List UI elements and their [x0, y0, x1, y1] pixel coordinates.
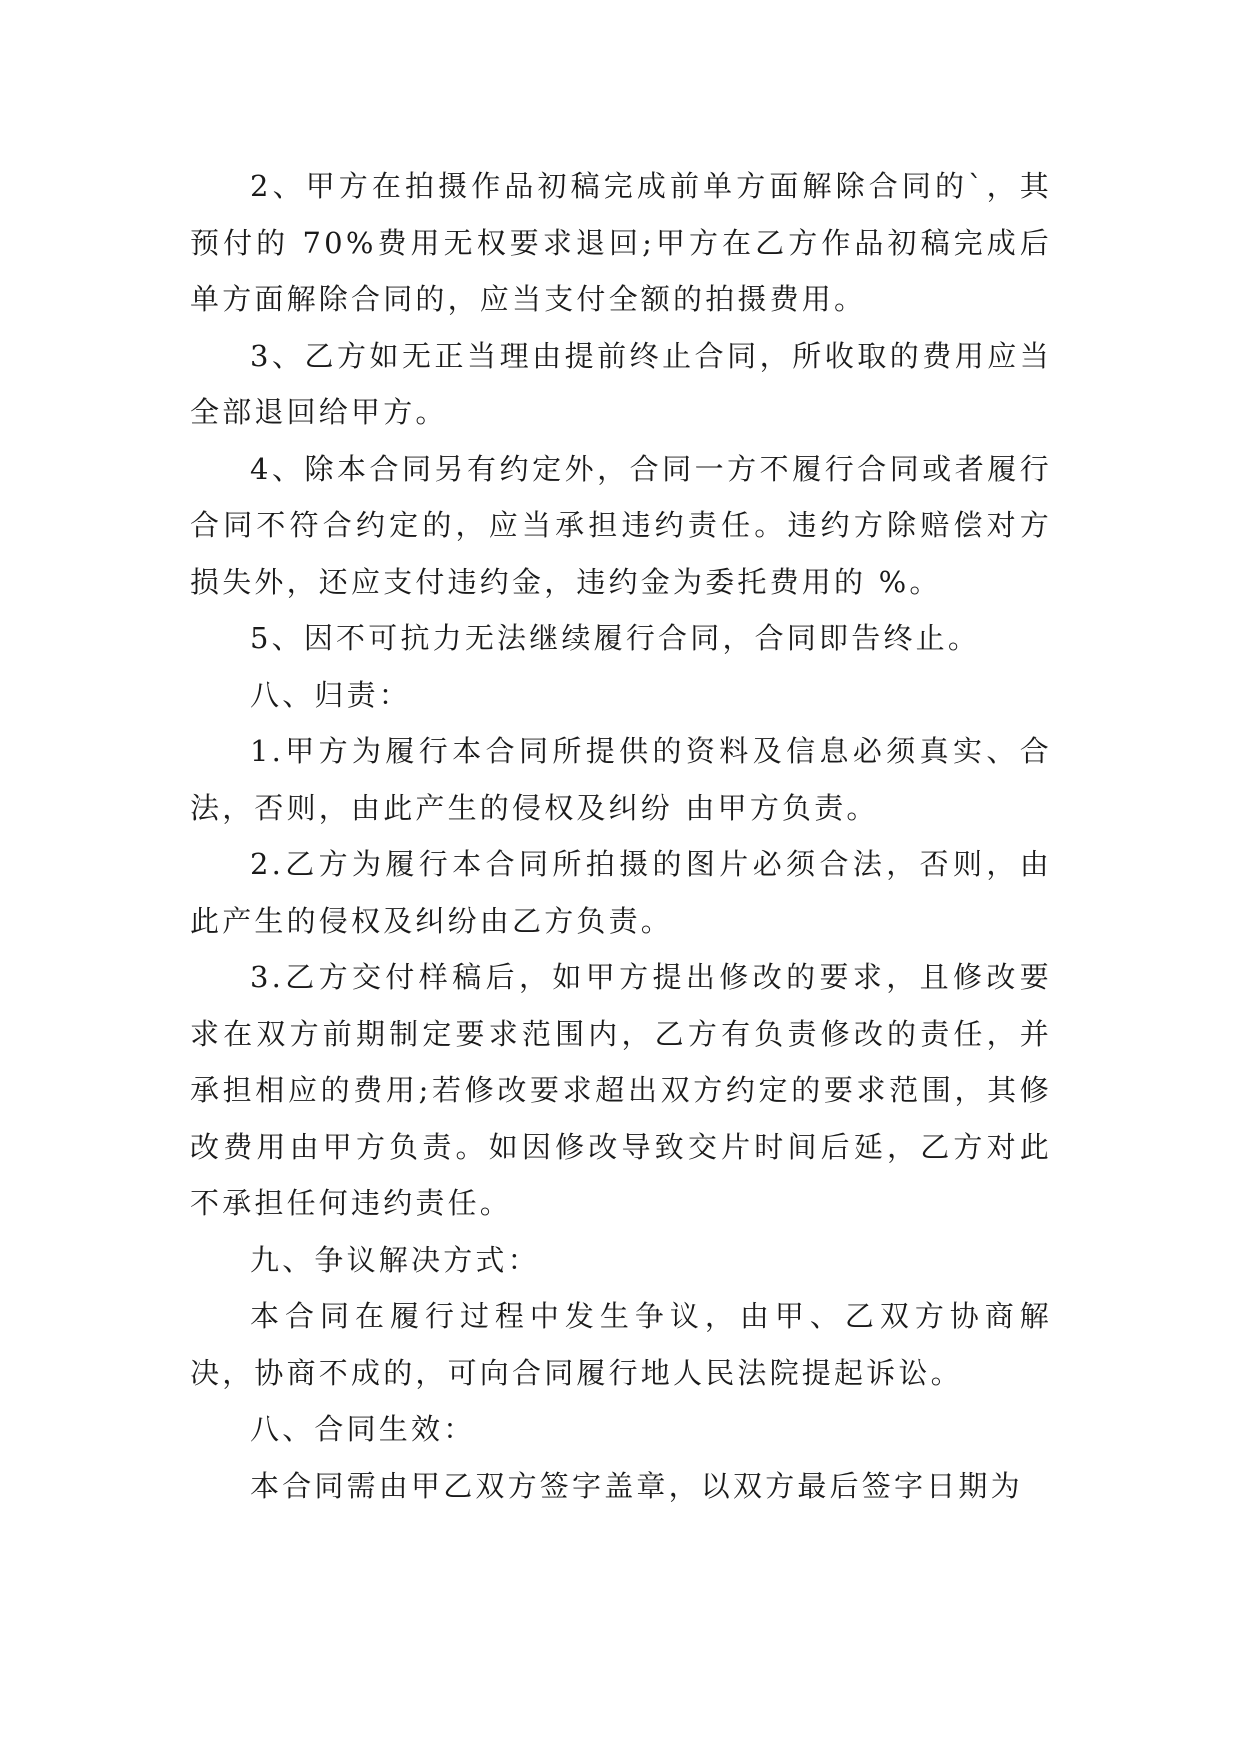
section-heading: 八、合同生效：	[250, 1412, 476, 1446]
clause-paragraph: 本合同在履行过程中发生争议，由甲、乙双方协商解决，协商不成的，可向合同履行地人民法院提起诉讼。	[190, 1299, 1052, 1390]
document-body	[190, 158, 1052, 1514]
clause-paragraph: 5、因不可抗力无法继续履行合同，合同即告终止。	[250, 621, 981, 655]
section-heading: 八、归责：	[250, 677, 412, 712]
clause-paragraph: 1.甲方为履行本合同所提供的资料及信息必须真实、合法，否则，由此产生的侵权及纠纷 由甲方负责。	[190, 734, 1052, 825]
clause-paragraph: 2、甲方在拍摄作品初稿完成前单方面解除合同的`，其预付的 70%费用无权要求退回;甲方在乙方作品初稿完成后单方面解除合同的，应当支付全额的拍摄费用。	[190, 169, 1052, 316]
clause-paragraph: 3、乙方如无正当理由提前终止合同，所收取的费用应当全部退回给甲方。	[190, 338, 1052, 429]
clause-paragraph: 本合同需由甲乙双方签字盖章，以双方最后签字日期为	[250, 1468, 1023, 1503]
clause-paragraph: 4、除本合同另有约定外，合同一方不履行合同或者履行合同不符合约定的，应当承担违约责任。违约方除赔偿对方损失外，还应支付违约金，违约金为委托费用的 %。	[190, 451, 1052, 599]
clause-paragraph: 3.乙方交付样稿后，如甲方提出修改的要求，且修改要求在双方前期制定要求范围内，乙方有负责修改的责任，并承担相应的费用;若修改要求超出双方约定的要求范围，其修改费用由甲方负责。如因修改导致交片时间后延，乙方对此不承担任何违约责任。	[190, 960, 1052, 1220]
section-heading: 九、争议解决方式：	[250, 1242, 540, 1277]
clause-paragraph: 2.乙方为履行本合同所拍摄的图片必须合法，否则，由此产生的侵权及纠纷由乙方负责。	[190, 847, 1052, 938]
